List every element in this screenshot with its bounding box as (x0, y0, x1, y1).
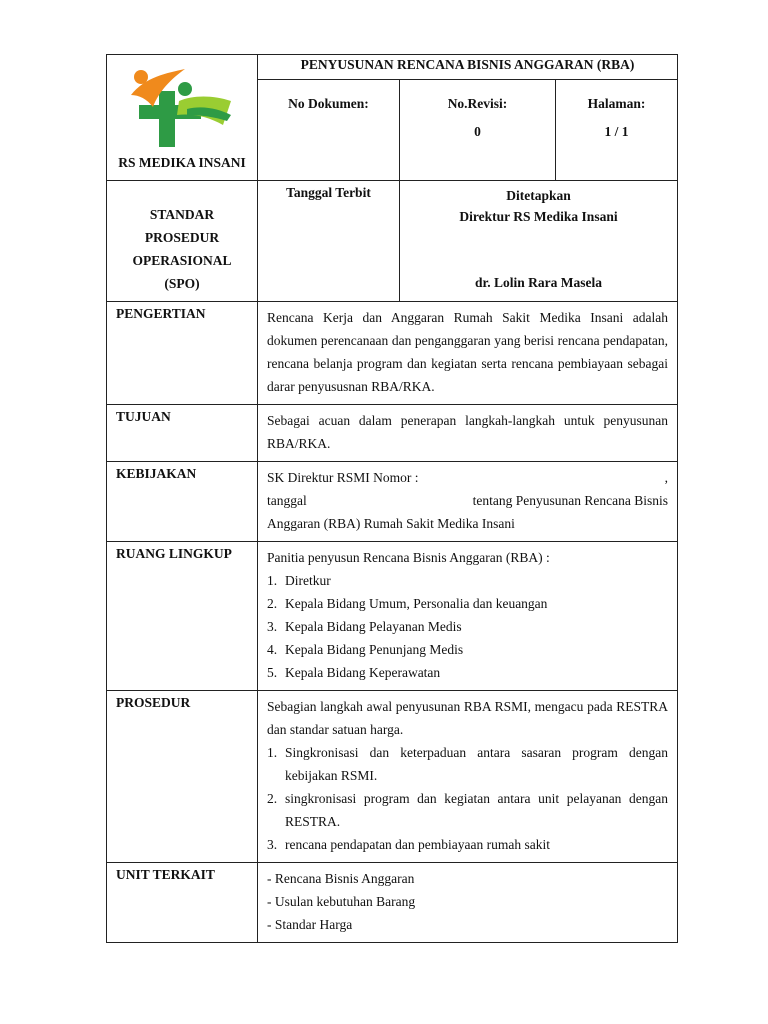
kebijakan-line2-right: tentang Penyusunan Rencana Bisnis (472, 493, 669, 508)
list-item: 5. Kepala Bidang Keperawatan (267, 665, 441, 680)
hospital-logo-cell (107, 55, 258, 181)
list-item: 2. Kepala Bidang Umum, Personalia dan keuangan (267, 596, 548, 611)
prosedur-text (258, 691, 678, 863)
signatory-name: dr. Lolin Rara Masela (475, 275, 603, 290)
ruang-lingkup-text (258, 542, 678, 691)
kebijakan-line1-right: , (664, 470, 669, 485)
halaman-cell (556, 80, 678, 181)
spo-line: (SPO) (164, 276, 200, 291)
list-item: - Rencana Bisnis Anggaran (267, 871, 415, 886)
list-item: 1. Diretkur (267, 573, 331, 588)
unit-terkait-text (258, 863, 678, 943)
spo-document (106, 54, 677, 943)
kebijakan-line1-left: SK Direktur RSMI Nomor : (267, 470, 419, 485)
list-item: 4. Kepala Bidang Penunjang Medis (267, 642, 464, 657)
tanggal-terbit-cell (258, 181, 400, 302)
kebijakan-label: KEBIJAKAN (107, 462, 258, 542)
list-item: - Usulan kebutuhan Barang (267, 894, 416, 909)
kebijakan-text (258, 462, 678, 542)
prosedur-label: PROSEDUR (107, 691, 258, 863)
no-revisi-label: No.Revisi: (447, 96, 508, 112)
tujuan-label: TUJUAN (107, 405, 258, 462)
ruang-lingkup-label: RUANG LINGKUP (107, 542, 258, 691)
list-item: - Standar Harga (267, 917, 353, 932)
halaman-value: 1 / 1 (604, 124, 629, 140)
list-item: 2. singkronisasi program dan kegiatan antara unit pelayanan dengan RESTRA. (267, 791, 669, 829)
tanggal-terbit-label: Tanggal Terbit (286, 185, 371, 200)
ruang-lingkup-list (267, 569, 668, 684)
no-revisi-value: 0 (474, 124, 481, 140)
document-title: PENYUSUNAN RENCANA BISNIS ANGGARAN (RBA) (258, 55, 678, 80)
no-dokumen-label: No Dokumen: (288, 96, 369, 112)
list-item: 3. Kepala Bidang Pelayanan Medis (267, 619, 462, 634)
hospital-name: RS MEDIKA INSANI (118, 155, 246, 170)
ruang-lingkup-intro: Panitia penyusun Rencana Bisnis Anggaran (RBA) : (267, 550, 550, 565)
list-item: 3. rencana pendapatan dan pembiayaan rumah sakit (267, 837, 551, 852)
kebijakan-line2-left: tanggal (267, 493, 307, 508)
kebijakan-line3: Anggaran (RBA) Rumah Sakit Medika Insani (267, 516, 515, 531)
spo-title-cell (107, 181, 258, 302)
spo-line: PROSEDUR (144, 230, 220, 245)
list-item: 1. Singkronisasi dan keterpaduan antara sasaran program dengan kebijakan RSMI. (267, 745, 669, 783)
hospital-logo-icon (127, 65, 237, 151)
prosedur-intro: Sebagian langkah awal penyusunan RBA RSMI, mengacu pada RESTRA dan standar satuan harga. (267, 699, 669, 737)
tujuan-text: Sebagai acuan dalam penerapan langkah-langkah untuk penyusunan RBA/RKA. (258, 405, 678, 462)
unit-terkait-label: UNIT TERKAIT (107, 863, 258, 943)
no-dokumen-cell (258, 80, 400, 181)
pengertian-text: Rencana Kerja dan Anggaran Rumah Sakit Medika Insani adalah dokumen perencanaan dan penganggaran yang berisi rencana pendapatan, rencana belanja program dan kegiatan serta rencana pembiayaan sebagai darar penyususnan RBA/RKA. (258, 302, 678, 405)
spo-table (106, 54, 678, 943)
prosedur-list (267, 741, 668, 856)
pengertian-label: PENGERTIAN (107, 302, 258, 405)
no-revisi-cell (400, 80, 556, 181)
direktur-label: Direktur RS Medika Insani (459, 209, 618, 224)
spo-line: STANDAR (149, 207, 215, 222)
ditetapkan-cell (400, 181, 678, 302)
spo-line: OPERASIONAL (132, 253, 232, 268)
halaman-label: Halaman: (587, 96, 646, 112)
ditetapkan-label: Ditetapkan (506, 188, 571, 203)
